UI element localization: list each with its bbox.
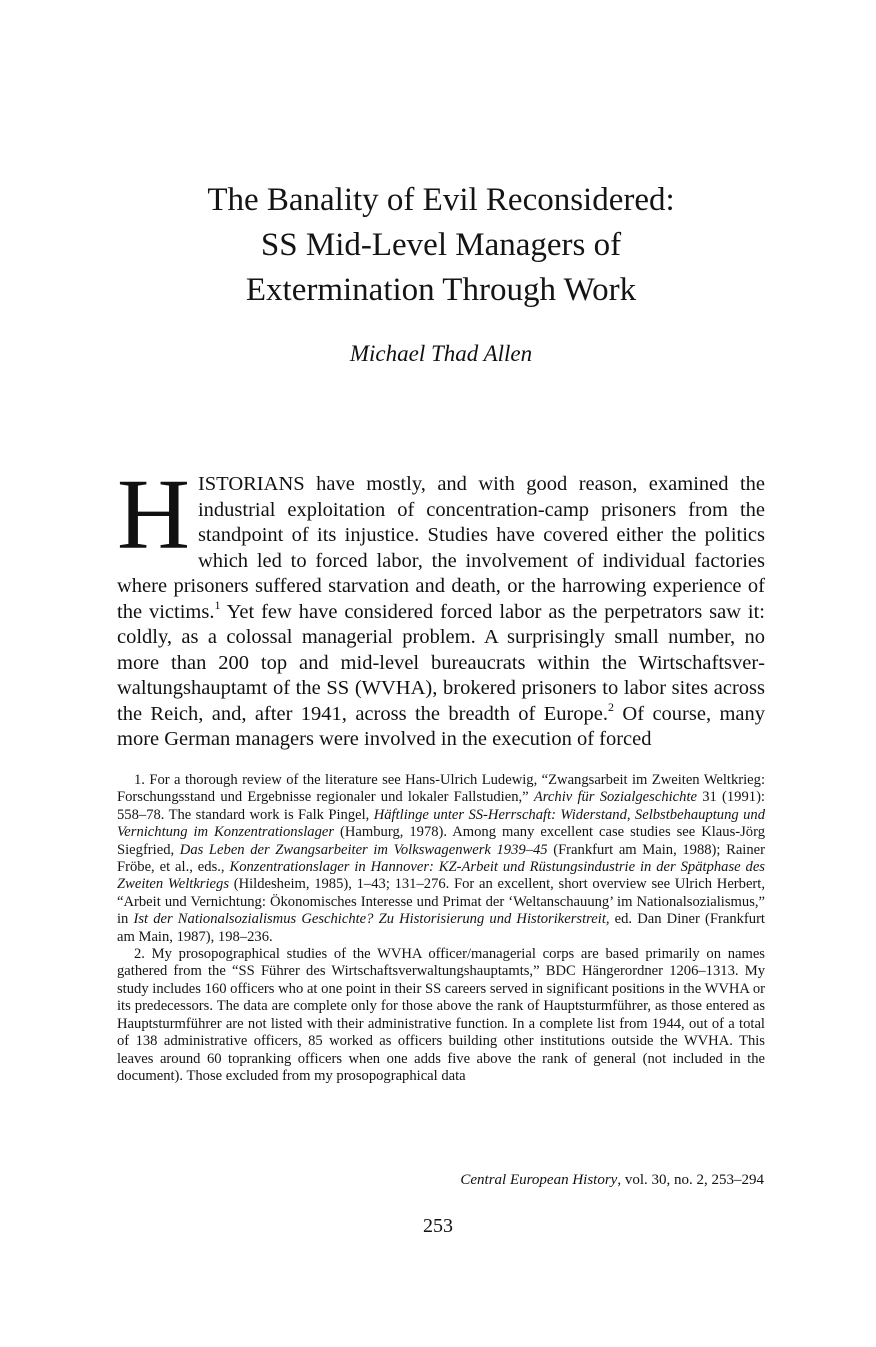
- title-line-1: The Banality of Evil Reconsidered:: [207, 182, 675, 218]
- journal-citation: [460, 1171, 764, 1189]
- footnote-1-title: Konzentrationslager in Hannover: KZ-Arbeit und Rüstungsindustrie in der Spätphase des Zweiten Weltkriegs: [117, 859, 765, 893]
- journal-details: , vol. 30, no. 2, 253–294: [617, 1172, 764, 1188]
- footnote-1-text: (Frankfurt am Main, 1988); Rainer Fröbe, et al., eds.,: [117, 841, 765, 876]
- footnote-1-text: 1. For a thorough review of the literature see Hans-Ulrich Ludewig, “Zwangsarbeit im Zweiten Weltkrieg: Forschungsstand und Ergebnisse regionaler und lokaler Fallstudien,”: [117, 772, 765, 806]
- drop-cap: H: [117, 458, 190, 570]
- footnote-1-title: Das Leben der Zwangsarbeiter im Volkswagenwerk 1939–45: [179, 841, 548, 858]
- footnote-1-text: 31 (1991): 558–78. The standard work is Falk Pingel,: [117, 789, 765, 823]
- footnote-ref-1[interactable]: 1: [214, 597, 221, 612]
- journal-name: Central European History: [460, 1172, 618, 1188]
- footnotes: [117, 772, 765, 1085]
- body-text-part-3: Of course, many more German managers were involved in the execution of forced: [117, 702, 765, 750]
- footnote-1-text: (Hildesheim, 1985), 1–43; 131–276. For an excellent, short overview see Ulrich Herbert, “Arbeit und Vernichtung: Ökonomisches Interesse und Primat der ‘Weltanschauung’ im Nationalsozialismus,” in: [117, 876, 765, 928]
- footnote-2: 2. My prosopographical studies of the WVHA officer/managerial corps are based primarily on names gathered from the “SS Führer des Wirtschaftsverwaltungshauptamts,” BDC Hängerordner 1206–1313. My study includes 160 officers who at one point in their SS careers served in significant positions in the WVHA or its predecessors. The data are complete only for those above the rank of Hauptsturmführer, as those entered as Hauptsturmführer are not listed with their administrative function. In a complete list from 1944, out of a total of 138 administrative officers, 85 worked as officers building other institutions outside the WVHA. This leaves around 60 topranking officers when one adds five above the rank of general (not included in the document). Those excluded from my prosopographical data: [117, 946, 765, 1084]
- author-name: Michael Thad Allen: [349, 341, 533, 366]
- article-title: [118, 178, 764, 313]
- body-text-part-2: Yet few have considered forced labor as the perpetrators saw it: coldly, as a colossal managerial problem. A surprisingly small number, no more than 200 top and mid-level bureaucrats within the Wirtschaftsverwaltungshauptamt of the SS (WVHA), brokered prisoners to labor sites across the Reich, and, after 1941, across the breadth of Europe.: [117, 600, 766, 725]
- footnote-ref-2[interactable]: 2: [608, 699, 615, 714]
- footnote-1-title: Ist der Nationalsozialismus Geschichte? Zu Historisierung und Historikerstreit: [133, 911, 606, 928]
- footnote-1: [117, 772, 765, 946]
- title-line-3: Extermination Through Work: [245, 272, 637, 308]
- body-paragraph: [117, 458, 766, 753]
- page-number: 253: [423, 1215, 453, 1237]
- footnote-1-text: , ed. Dan Diner (Frankfurt am Main, 1987), 198–236.: [117, 911, 765, 945]
- footnote-1-title: Häftlinge unter SS-Herrschaft: Widerstand, Selbstbehauptung und Vernichtung im Konzentrationslager: [117, 806, 765, 841]
- body-text-part-1: ISTORIANS have mostly, and with good reason, examined the industrial exploitation of concentration-camp prisoners from the standpoint of its injustice. Studies have covered either the politics which led to forced labor, the involvement of individual factories where prisoners suffered starvation and death, or the harrowing experience of the victims.: [117, 473, 765, 623]
- footnote-1-title: Archiv für Sozialgeschichte: [533, 789, 697, 806]
- title-line-2: SS Mid-Level Managers of: [260, 227, 622, 263]
- footnote-1-text: (Hamburg, 1978). Among many excellent case studies see Klaus-Jörg Siegfried,: [117, 824, 765, 858]
